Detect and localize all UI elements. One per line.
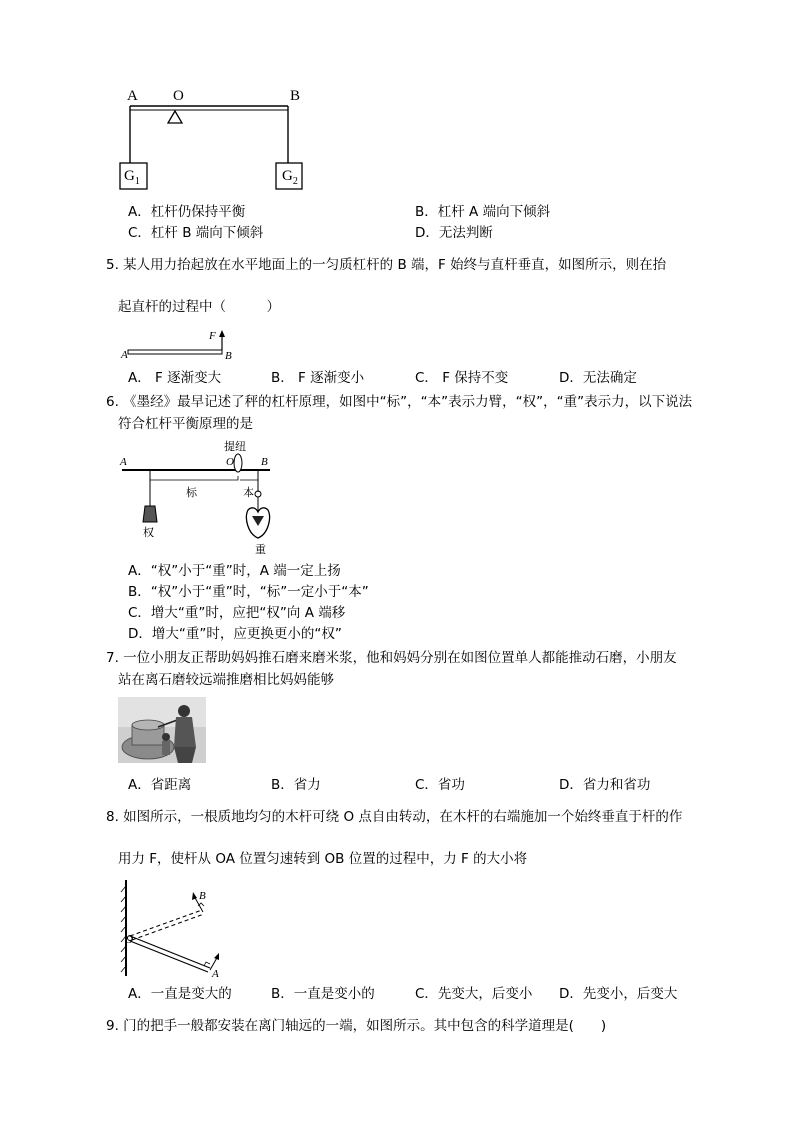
q6-fig-quan: 权 (143, 526, 154, 539)
q5-stem-line2: 起直杆的过程中（ ） (118, 299, 280, 315)
q5-option-c: C． F 保持不变 (415, 370, 509, 386)
q7-stem-line1: 7. 一位小朋友正帮助妈妈推石磨来磨米浆，他和妈妈分别在如图位置单人都能推动石磨，小朋友 (106, 650, 677, 666)
stone-mill-image (118, 697, 206, 763)
q4-option-d: D．无法判断 (415, 225, 493, 241)
q5-fig-label-b: B (225, 350, 232, 362)
q6-fig-zhong: 重 (255, 543, 266, 556)
q8-fig-label-o: O (125, 934, 133, 946)
q4-option-a: A．杠杆仍保持平衡 (128, 204, 246, 220)
q5-option-b: B． F 逐渐变小 (271, 370, 365, 386)
q7-option-d: D．省力和省功 (559, 777, 651, 793)
q4-option-c: C．杠杆 B 端向下倾斜 (128, 225, 264, 241)
q6-option-c: C．增大“重”时，应把“权”向 A 端移 (128, 605, 346, 621)
q6-fig-label-b: B (261, 456, 268, 468)
fig4-label-b: B (290, 88, 301, 104)
q7-option-c: C．省功 (415, 777, 465, 793)
q8-option-a: A．一直是变大的 (128, 986, 232, 1002)
q9-stem-line1: 9. 门的把手一般都安装在离门轴远的一端，如图所示。其中包含的科学道理是( ) (106, 1018, 607, 1034)
q7-stem-line2: 站在离石磨较远端推磨相比妈妈能够 (118, 672, 334, 688)
q6-fig-label-a: A (120, 456, 127, 468)
q8-stem-line1: 8. 如图所示，一根质地均匀的木杆可绕 O 点自由转动，在木杆的右端施加一个始终垂直于杆的作 (106, 809, 683, 825)
q5-fig-label-a: A (121, 349, 128, 361)
fig4-label-a: A (127, 88, 138, 104)
q6-option-a: A．“权”小于“重”时，A 端一定上扬 (128, 563, 341, 579)
fig4-label-o: O (173, 88, 184, 104)
q6-fig-ben: 本 (243, 486, 254, 499)
steelyard-figure (118, 436, 278, 556)
q8-option-d: D．先变小，后变大 (559, 986, 678, 1002)
q8-stem-line2: 用力 F，使杆从 OA 位置匀速转到 OB 位置的过程中，力 F 的大小将 (118, 851, 528, 867)
q8-fig-label-a: A (212, 968, 219, 980)
q6-option-d: D．增大“重”时，应更换更小的“权” (128, 626, 342, 642)
fig4-label-g1: $G_1$ (124, 168, 140, 187)
q6-stem-line2: 符合杠杆平衡原理的是 (118, 416, 253, 432)
rotating-rod-figure (118, 876, 228, 980)
q5-option-d: D．无法确定 (559, 370, 637, 386)
q5-option-a: A． F 逐渐变大 (128, 370, 222, 386)
q7-option-a: A．省距离 (128, 777, 192, 793)
q8-option-b: B．一直是变小的 (271, 986, 375, 1002)
q6-fig-label-o: O (226, 456, 234, 468)
q5-fig-label-f: F (209, 330, 216, 342)
q6-fig-biao: 标 (186, 486, 197, 499)
q8-fig-label-b: B (199, 890, 206, 902)
q4-option-b: B．杠杆 A 端向下倾斜 (415, 204, 551, 220)
q5-stem-line1: 5. 某人用力抬起放在水平地面上的一匀质杠杆的 B 端，F 始终与直杆垂直，如图所示，则在抬 (106, 257, 667, 273)
q8-option-c: C．先变大，后变小 (415, 986, 533, 1002)
q7-option-b: B．省力 (271, 777, 321, 793)
q6-stem-line1: 6. 《墨经》最早记述了秤的杠杆原理，如图中“标”，“本”表示力臂，“权”，“重”表示力，以下说法 (106, 394, 693, 410)
q6-fig-tiniu: 提纽 (224, 440, 246, 453)
fig4-label-g2: $G_2$ (282, 168, 298, 187)
q6-option-b: B．“权”小于“重”时，“标”一定小于“本” (128, 584, 369, 600)
